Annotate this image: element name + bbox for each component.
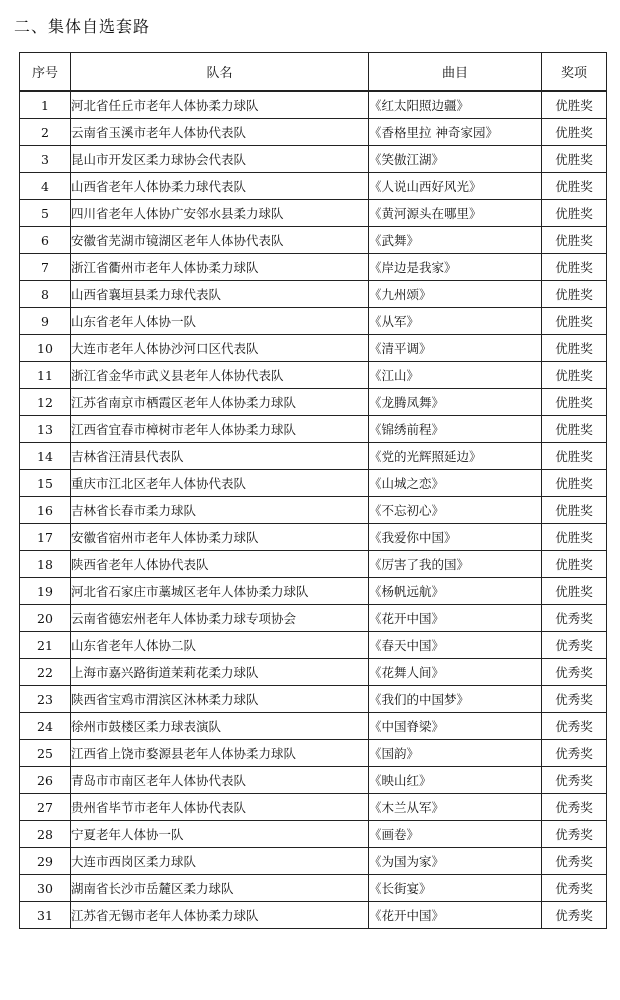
team-name: 陕西省老年人体协代表队 [71, 551, 369, 578]
award-level: 优胜奖 [542, 578, 607, 605]
row-number: 23 [20, 686, 71, 713]
team-name: 四川省老年人体协广安邻水县柔力球队 [71, 200, 369, 227]
award-level: 优胜奖 [542, 470, 607, 497]
team-name: 江苏省南京市栖霞区老年人体协柔力球队 [71, 389, 369, 416]
song-title: 《厉害了我的国》 [369, 551, 542, 578]
team-name: 上海市嘉兴路街道茉莉花柔力球队 [71, 659, 369, 686]
table-row [20, 362, 607, 389]
row-number: 20 [20, 605, 71, 632]
award-level: 优秀奖 [542, 740, 607, 767]
team-name: 山东省老年人体协一队 [71, 308, 369, 335]
team-name: 山西省老年人体协柔力球代表队 [71, 173, 369, 200]
table-row [20, 524, 607, 551]
table-row [20, 308, 607, 335]
row-number: 14 [20, 443, 71, 470]
award-level: 优胜奖 [542, 254, 607, 281]
award-level: 优胜奖 [542, 91, 607, 119]
song-title: 《清平调》 [369, 335, 542, 362]
award-level: 优胜奖 [542, 281, 607, 308]
award-level: 优胜奖 [542, 173, 607, 200]
row-number: 11 [20, 362, 71, 389]
row-number: 22 [20, 659, 71, 686]
header-no: 序号 [20, 53, 71, 92]
song-title: 《画卷》 [369, 821, 542, 848]
table-row [20, 173, 607, 200]
team-name: 徐州市鼓楼区柔力球表演队 [71, 713, 369, 740]
song-title: 《香格里拉 神奇家园》 [369, 119, 542, 146]
row-number: 8 [20, 281, 71, 308]
song-title: 《黄河源头在哪里》 [369, 200, 542, 227]
table-row [20, 821, 607, 848]
table-row [20, 119, 607, 146]
award-level: 优秀奖 [542, 902, 607, 929]
song-title: 《为国为家》 [369, 848, 542, 875]
table-row [20, 740, 607, 767]
song-title: 《我爱你中国》 [369, 524, 542, 551]
table-row [20, 227, 607, 254]
table-row [20, 578, 607, 605]
song-title: 《龙腾凤舞》 [369, 389, 542, 416]
award-level: 优胜奖 [542, 389, 607, 416]
award-level: 优秀奖 [542, 848, 607, 875]
header-song: 曲目 [369, 53, 542, 92]
table-row [20, 470, 607, 497]
table-row [20, 335, 607, 362]
row-number: 9 [20, 308, 71, 335]
team-name: 江苏省无锡市老年人体协柔力球队 [71, 902, 369, 929]
table-row [20, 902, 607, 929]
row-number: 15 [20, 470, 71, 497]
award-level: 优胜奖 [542, 335, 607, 362]
award-level: 优胜奖 [542, 551, 607, 578]
row-number: 19 [20, 578, 71, 605]
team-name: 吉林省汪清县代表队 [71, 443, 369, 470]
row-number: 27 [20, 794, 71, 821]
song-title: 《人说山西好风光》 [369, 173, 542, 200]
song-title: 《杨帆远航》 [369, 578, 542, 605]
team-name: 青岛市市南区老年人体协代表队 [71, 767, 369, 794]
award-level: 优秀奖 [542, 713, 607, 740]
song-title: 《映山红》 [369, 767, 542, 794]
table-row [20, 794, 607, 821]
song-title: 《山城之恋》 [369, 470, 542, 497]
row-number: 21 [20, 632, 71, 659]
table-row [20, 91, 607, 119]
table-row [20, 767, 607, 794]
award-level: 优秀奖 [542, 686, 607, 713]
table-row [20, 605, 607, 632]
row-number: 10 [20, 335, 71, 362]
row-number: 30 [20, 875, 71, 902]
team-name: 河北省任丘市老年人体协柔力球队 [71, 91, 369, 119]
row-number: 6 [20, 227, 71, 254]
team-name: 江西省宜春市樟树市老年人体协柔力球队 [71, 416, 369, 443]
table-row [20, 713, 607, 740]
section-heading: 二、集体自选套路 [14, 17, 151, 36]
song-title: 《党的光辉照延边》 [369, 443, 542, 470]
team-name: 安徽省芜湖市镜湖区老年人体协代表队 [71, 227, 369, 254]
header-team: 队名 [71, 53, 369, 92]
row-number: 26 [20, 767, 71, 794]
row-number: 16 [20, 497, 71, 524]
team-name: 宁夏老年人体协一队 [71, 821, 369, 848]
team-name: 山西省襄垣县柔力球代表队 [71, 281, 369, 308]
team-name: 云南省德宏州老年人体协柔力球专项协会 [71, 605, 369, 632]
award-level: 优秀奖 [542, 794, 607, 821]
team-name: 湖南省长沙市岳麓区柔力球队 [71, 875, 369, 902]
team-name: 安徽省宿州市老年人体协柔力球队 [71, 524, 369, 551]
table-row [20, 632, 607, 659]
table-body [20, 91, 607, 929]
row-number: 7 [20, 254, 71, 281]
table-row [20, 281, 607, 308]
song-title: 《长街宴》 [369, 875, 542, 902]
song-title: 《武舞》 [369, 227, 542, 254]
song-title: 《江山》 [369, 362, 542, 389]
award-level: 优胜奖 [542, 227, 607, 254]
song-title: 《国韵》 [369, 740, 542, 767]
award-level: 优胜奖 [542, 200, 607, 227]
table-row [20, 659, 607, 686]
row-number: 3 [20, 146, 71, 173]
row-number: 24 [20, 713, 71, 740]
song-title: 《春天中国》 [369, 632, 542, 659]
song-title: 《从军》 [369, 308, 542, 335]
song-title: 《锦绣前程》 [369, 416, 542, 443]
award-level: 优胜奖 [542, 524, 607, 551]
team-name: 重庆市江北区老年人体协代表队 [71, 470, 369, 497]
award-level: 优秀奖 [542, 875, 607, 902]
award-level: 优秀奖 [542, 605, 607, 632]
table-row [20, 686, 607, 713]
award-level: 优秀奖 [542, 821, 607, 848]
row-number: 18 [20, 551, 71, 578]
song-title: 《九州颂》 [369, 281, 542, 308]
song-title: 《花开中国》 [369, 605, 542, 632]
award-level: 优秀奖 [542, 767, 607, 794]
table-row [20, 848, 607, 875]
team-name: 山东省老年人体协二队 [71, 632, 369, 659]
awards-table [19, 52, 607, 929]
award-level: 优胜奖 [542, 443, 607, 470]
table-row [20, 416, 607, 443]
team-name: 大连市西岗区柔力球队 [71, 848, 369, 875]
row-number: 25 [20, 740, 71, 767]
row-number: 5 [20, 200, 71, 227]
row-number: 1 [20, 91, 71, 119]
row-number: 17 [20, 524, 71, 551]
team-name: 河北省石家庄市藁城区老年人体协柔力球队 [71, 578, 369, 605]
table-row [20, 875, 607, 902]
team-name: 吉林省长春市柔力球队 [71, 497, 369, 524]
header-award: 奖项 [542, 53, 607, 92]
team-name: 浙江省衢州市老年人体协柔力球队 [71, 254, 369, 281]
row-number: 28 [20, 821, 71, 848]
table-row [20, 551, 607, 578]
row-number: 2 [20, 119, 71, 146]
table-row [20, 254, 607, 281]
row-number: 13 [20, 416, 71, 443]
song-title: 《红太阳照边疆》 [369, 91, 542, 119]
award-level: 优胜奖 [542, 308, 607, 335]
song-title: 《中国脊梁》 [369, 713, 542, 740]
award-level: 优胜奖 [542, 146, 607, 173]
song-title: 《岸边是我家》 [369, 254, 542, 281]
team-name: 云南省玉溪市老年人体协代表队 [71, 119, 369, 146]
table-row [20, 443, 607, 470]
team-name: 江西省上饶市婺源县老年人体协柔力球队 [71, 740, 369, 767]
song-title: 《木兰从军》 [369, 794, 542, 821]
song-title: 《我们的中国梦》 [369, 686, 542, 713]
award-level: 优胜奖 [542, 416, 607, 443]
header-row [20, 53, 607, 92]
table-row [20, 200, 607, 227]
award-level: 优秀奖 [542, 632, 607, 659]
team-name: 陕西省宝鸡市渭滨区沐林柔力球队 [71, 686, 369, 713]
row-number: 12 [20, 389, 71, 416]
team-name: 浙江省金华市武义县老年人体协代表队 [71, 362, 369, 389]
row-number: 31 [20, 902, 71, 929]
award-level: 优胜奖 [542, 362, 607, 389]
team-name: 贵州省毕节市老年人体协代表队 [71, 794, 369, 821]
table-row [20, 497, 607, 524]
team-name: 昆山市开发区柔力球协会代表队 [71, 146, 369, 173]
song-title: 《花舞人间》 [369, 659, 542, 686]
row-number: 4 [20, 173, 71, 200]
team-name: 大连市老年人体协沙河口区代表队 [71, 335, 369, 362]
table-row [20, 389, 607, 416]
song-title: 《不忘初心》 [369, 497, 542, 524]
song-title: 《笑傲江湖》 [369, 146, 542, 173]
award-level: 优秀奖 [542, 659, 607, 686]
table-row [20, 146, 607, 173]
song-title: 《花开中国》 [369, 902, 542, 929]
award-level: 优胜奖 [542, 119, 607, 146]
award-level: 优胜奖 [542, 497, 607, 524]
row-number: 29 [20, 848, 71, 875]
